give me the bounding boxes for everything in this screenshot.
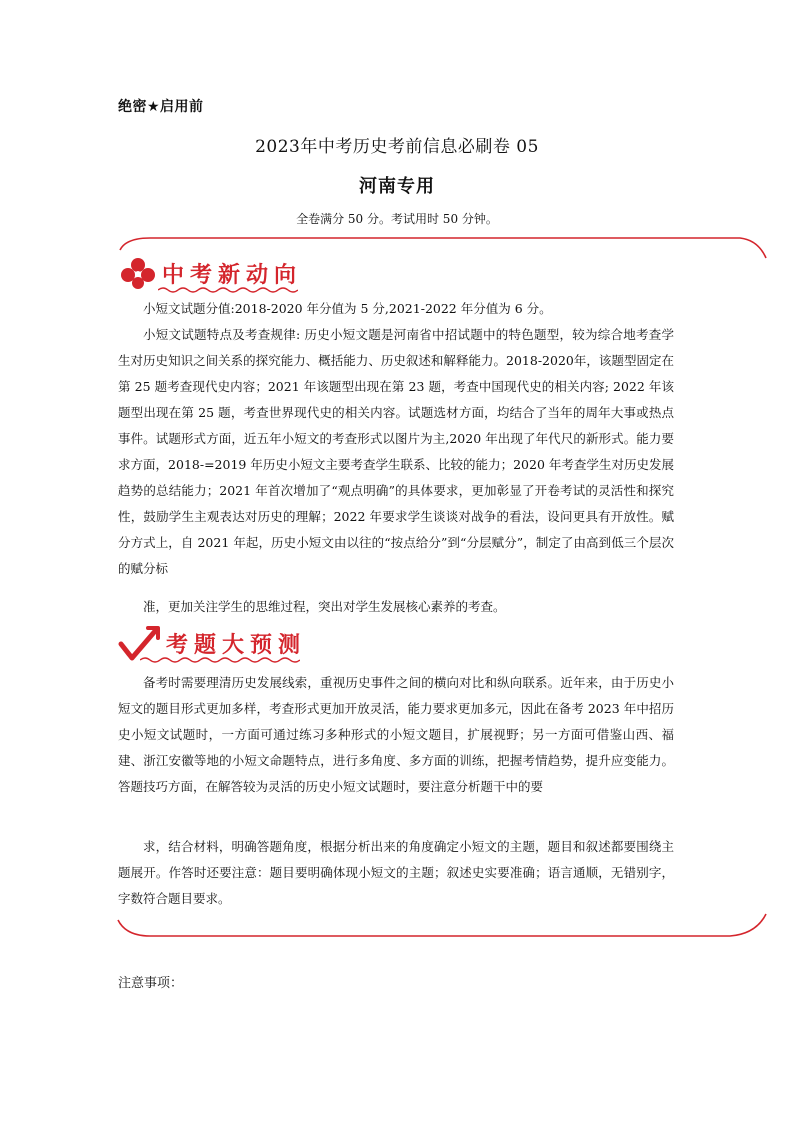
section-title-forecast: 考题大预测: [166, 633, 307, 658]
clover-icon: [118, 256, 160, 292]
paragraph: 小短文试题分值:2018-2020 年分值为 5 分,2021-2022 年分值为 6 分。: [143, 301, 552, 316]
paragraph: 准，更加关注学生的思维过程，突出对学生发展核心素养的考查。: [143, 599, 506, 614]
paragraph: 备考时需要理清历史发展线索，重视历史事件之间的横向对比和纵向联系。近年来，由于历史小短文的题目形式更加多样，考查形式更加开放灵活，能力要求更加多元，因此在备考 2023 年中招历史小短文试题时，一方面可通过练习多种形式的小短文题目，扩展视野；另一方面可借鉴山西、福建、浙江安徽等地的小短文命题特点，进行多角度、多方面的训练，把握考情趋势，提升应变能力。答题技巧方面，在解答较为灵活的历史小短文试题时，要注意分析题干中的要: [118, 675, 674, 794]
wavy-underline: [140, 656, 300, 664]
wavy-underline: [158, 286, 298, 294]
page-title: 2023年中考历史考前信息必刷卷 05: [255, 137, 539, 157]
confidential-label: 绝密★启用前: [118, 99, 204, 115]
exam-note: 全卷满分 50 分。考试用时 50 分钟。: [296, 212, 498, 226]
section-title-trends: 中考新动向: [162, 263, 303, 288]
attention-heading: 注意事项：: [118, 976, 184, 991]
page-subtitle: 河南专用: [359, 176, 435, 197]
paragraph: 小短文试题特点及考查规律: 历史小短文题是河南省中招试题中的特色题型，较为综合地考查学生对历史知识之间关系的探究能力、概括能力、历史叙述和解释能力。2018-2020年，该题型固定在第 25 题考查现代史内容；2021 年该题型出现在第 23 题，考查中国现代史的相关内容; 2022 年该题型出现在第 25 题，考查世界现代史的相关内容。试题选材方面，均结合了当年的周年大事或热点事件。试题形式方面，近五年小短文的考查形式以图片为主,2020 年出现了年代尺的新形式。能力要求方面，2018-=2019 年历史小短文主要考查学生联系、比较的能力；2020 年考查学生对历史发展趋势的总结能力；2021 年首次增加了“观点明确”的具体要求，更加彰显了开卷考试的灵活性和探究性，鼓励学生主观表达对历史的理解；2022 年要求学生谈谈对战争的看法，设问更具有开放性。赋分方式上，自 2021 年起，历史小短文由以往的“按点给分”到“分层赋分”，制定了由高到低三个层次的赋分标: [118, 327, 674, 576]
paragraph: 求，结合材料，明确答题角度，根据分析出来的角度确定小短文的主题，题目和叙述都要围绕主题展开。作答时还要注意：题目要明确体现小短文的主题；叙述史实要准确；语言通顺，无错别字，字数符合题目要求。: [118, 839, 674, 906]
